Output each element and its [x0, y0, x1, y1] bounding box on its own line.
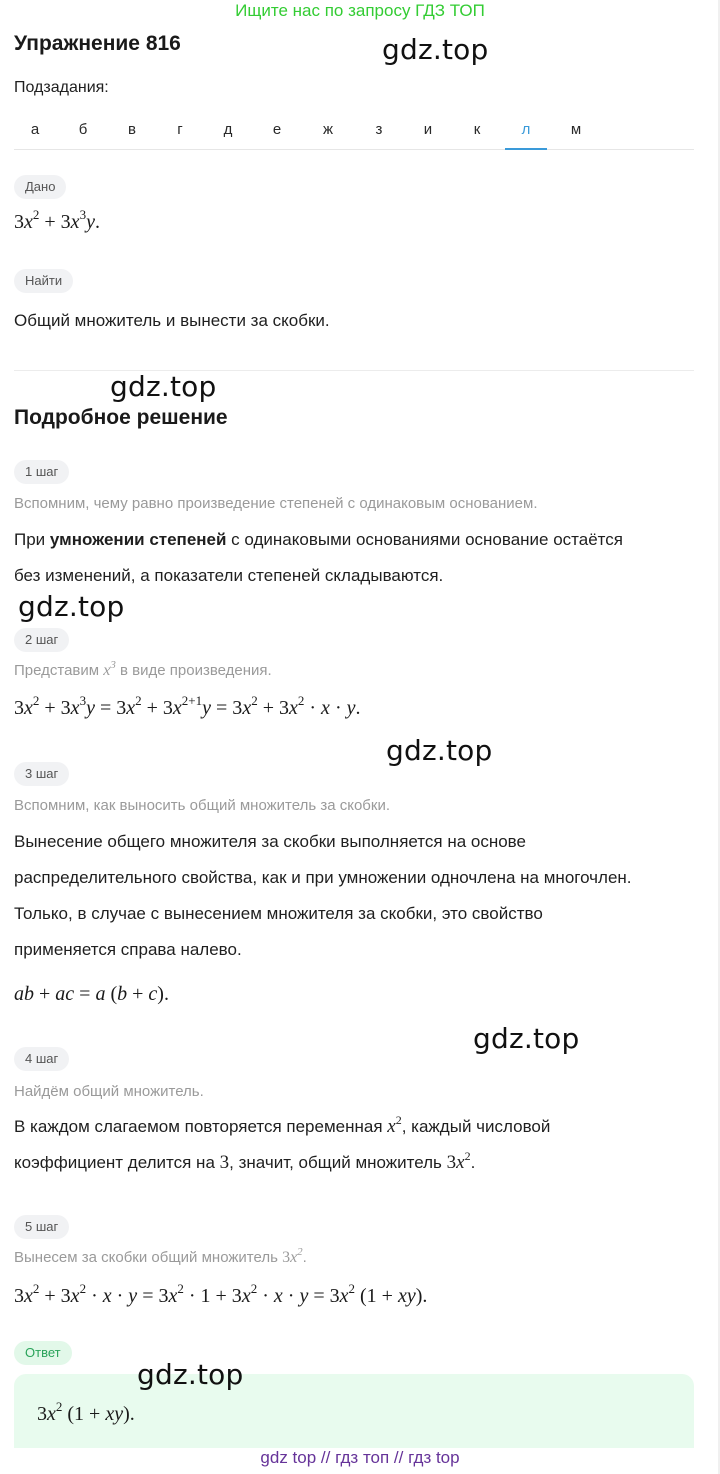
tab-m[interactable]: м	[570, 121, 582, 138]
tab-b[interactable]: б	[78, 121, 88, 138]
tab-g[interactable]: г	[177, 121, 183, 138]
watermark: gdz.top	[18, 590, 125, 623]
step-4-line1: В каждом слагаемом повторяется переменная $x^2$, каждый числовой	[14, 1113, 551, 1137]
step-5-badge: 5 шаг	[14, 1215, 69, 1239]
tab-z[interactable]: з	[375, 121, 383, 138]
step-3-line4: применяется справа налево.	[14, 940, 242, 959]
tab-zh[interactable]: ж	[322, 121, 334, 138]
step-1-text-line1: При умножении степеней с одинаковыми основаниями основание остаётся	[14, 530, 623, 549]
tab-d[interactable]: д	[223, 121, 233, 138]
tab-l[interactable]: л	[505, 112, 547, 150]
step-3-line3: Только, в случае с вынесением множителя за скобки, это свойство	[14, 904, 543, 923]
watermark: gdz.top	[382, 33, 489, 66]
given-expression: $3x^2 + 3x^3y$.	[14, 207, 100, 233]
tab-v[interactable]: в	[128, 121, 136, 138]
step-4-badge: 4 шаг	[14, 1047, 69, 1071]
step-3-badge: 3 шаг	[14, 762, 69, 786]
answer-badge: Ответ	[14, 1341, 72, 1365]
step-2-badge: 2 шаг	[14, 628, 69, 652]
step-3-line2: распределительного свойства, как и при умножении одночлена на многочлен.	[14, 868, 632, 887]
footer-links[interactable]: gdz top // гдз топ // гдз top	[260, 1448, 460, 1467]
tab-a[interactable]: а	[30, 121, 40, 138]
watermark: gdz.top	[473, 1022, 580, 1055]
step-1-text-line2: без изменений, а показатели степеней складываются.	[14, 566, 444, 585]
promo-banner[interactable]: Ищите нас по запросу ГДЗ ТОП	[235, 1, 485, 20]
answer-expression: $3x^2$ (1 + xy).	[37, 1399, 135, 1425]
step-5-expression: $3x^2 + 3x^2 \cdot x \cdot y = 3x^2 \cdot 1 + 3x^2 \cdot x \cdot y = 3x^2$ (1 + xy).	[14, 1281, 428, 1307]
subtasks-label: Подзадания:	[14, 79, 109, 96]
step-4-line2: коэффициент делится на 3, значит, общий множитель $3x^2$.	[14, 1149, 476, 1173]
tab-e[interactable]: е	[272, 121, 282, 138]
step-4-hint: Найдём общий множитель.	[14, 1083, 204, 1100]
solution-title: Подробное решение	[14, 406, 228, 429]
step-2-expression: $3x^2 + 3x^3y = 3x^2 + 3x^{2+1}y = 3x^2 + 3x^2 \cdot x \cdot y$.	[14, 693, 361, 719]
tab-k[interactable]: к	[473, 121, 481, 138]
find-badge: Найти	[14, 269, 73, 293]
step-1-badge: 1 шаг	[14, 460, 69, 484]
step-3-line1: Вынесение общего множителя за скобки выполняется на основе	[14, 832, 526, 851]
watermark: gdz.top	[386, 734, 493, 767]
step-1-hint: Вспомним, чему равно произведение степеней с одинаковым основанием.	[14, 495, 538, 512]
subtask-tabs	[14, 112, 694, 150]
page-title: Упражнение 816	[14, 32, 181, 55]
find-text: Общий множитель и вынести за скобки.	[14, 311, 330, 330]
step-2-hint: Представим $x^3$ в виде произведения.	[14, 659, 272, 679]
given-badge: Дано	[14, 175, 66, 199]
watermark: gdz.top	[137, 1358, 244, 1391]
bold-term: умножении степеней	[49, 530, 227, 549]
step-3-hint: Вспомним, как выносить общий множитель за скобки.	[14, 797, 390, 814]
tab-i[interactable]: и	[423, 121, 433, 138]
watermark: gdz.top	[110, 370, 217, 403]
step-3-expression: ab + ac = a (b + c).	[14, 983, 169, 1005]
step-5-hint: Вынесем за скобки общий множитель $3x^2$.	[14, 1246, 307, 1266]
